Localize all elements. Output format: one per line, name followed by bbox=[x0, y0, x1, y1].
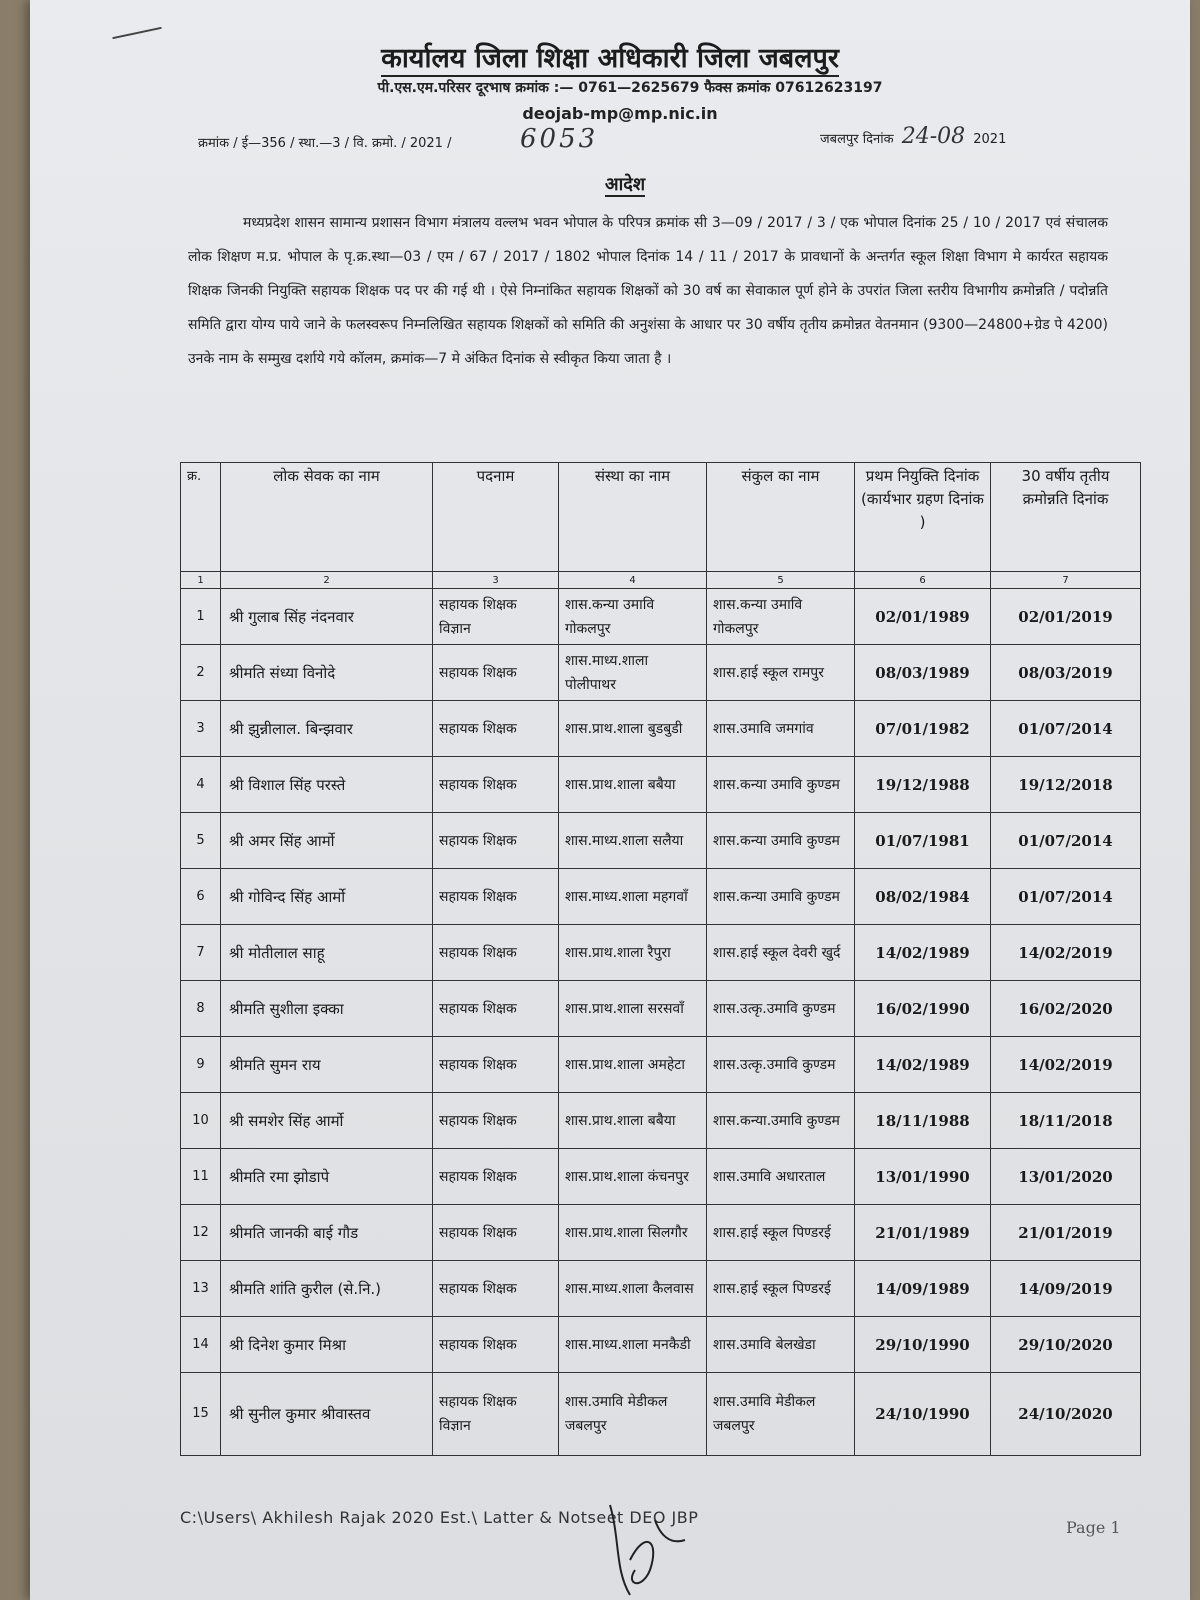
row-institution: शास.माध्य.शाला कैलवास bbox=[559, 1261, 707, 1317]
row-employee-name: श्री गोविन्द सिंह आर्मो bbox=[221, 869, 433, 925]
row-serial: 9 bbox=[181, 1037, 221, 1093]
date-handwritten: 24-08 bbox=[901, 124, 966, 149]
table-row bbox=[181, 589, 1141, 645]
row-serial: 2 bbox=[181, 645, 221, 701]
table-row bbox=[181, 1261, 1141, 1317]
col-number: 3 bbox=[433, 572, 559, 589]
file-path-footer: C:\Users\ Akhilesh Rajak 2020 Est.\ Latter & Notseet DEO JBP bbox=[180, 1508, 699, 1527]
row-post: सहायक शिक्षक bbox=[433, 813, 559, 869]
col-number: 4 bbox=[559, 572, 707, 589]
row-promotion-date: 16/02/2020 bbox=[991, 981, 1141, 1037]
row-promotion-date: 19/12/2018 bbox=[991, 757, 1141, 813]
date-line bbox=[820, 124, 1006, 149]
col-number: 5 bbox=[707, 572, 855, 589]
row-employee-name: श्रीमति सुमन राय bbox=[221, 1037, 433, 1093]
row-employee-name: श्रीमति रमा झोडापे bbox=[221, 1149, 433, 1205]
row-serial: 15 bbox=[181, 1373, 221, 1456]
row-first-appointment-date: 24/10/1990 bbox=[855, 1373, 991, 1456]
row-serial: 4 bbox=[181, 757, 221, 813]
row-institution: शास.उमावि मेडीकल जबलपुर bbox=[559, 1373, 707, 1456]
row-serial: 13 bbox=[181, 1261, 221, 1317]
office-title: कार्यालय जिला शिक्षा अधिकारी जिला जबलपुर bbox=[30, 38, 1190, 75]
row-promotion-date: 24/10/2020 bbox=[991, 1373, 1141, 1456]
table-header-row bbox=[181, 463, 1141, 572]
row-promotion-date: 13/01/2020 bbox=[991, 1149, 1141, 1205]
row-first-appointment-date: 21/01/1989 bbox=[855, 1205, 991, 1261]
row-institution: शास.प्राथ.शाला अमहेटा bbox=[559, 1037, 707, 1093]
row-promotion-date: 14/02/2019 bbox=[991, 1037, 1141, 1093]
row-post: सहायक शिक्षक bbox=[433, 757, 559, 813]
col-number: 2 bbox=[221, 572, 433, 589]
row-employee-name: श्री मोतीलाल साहू bbox=[221, 925, 433, 981]
row-institution: शास.माध्य.शाला पोलीपाथर bbox=[559, 645, 707, 701]
row-first-appointment-date: 16/02/1990 bbox=[855, 981, 991, 1037]
row-promotion-date: 01/07/2014 bbox=[991, 701, 1141, 757]
row-serial: 6 bbox=[181, 869, 221, 925]
row-institution: शास.माध्य.शाला महगवाँ bbox=[559, 869, 707, 925]
row-employee-name: श्री समशेर सिंह आर्मो bbox=[221, 1093, 433, 1149]
row-post: सहायक शिक्षक bbox=[433, 1149, 559, 1205]
reference-number-handwritten: 6053 bbox=[520, 124, 599, 154]
row-cluster: शास.कन्या.उमावि कुण्डम bbox=[707, 1093, 855, 1149]
row-first-appointment-date: 19/12/1988 bbox=[855, 757, 991, 813]
row-post: सहायक शिक्षक bbox=[433, 645, 559, 701]
row-institution: शास.प्राथ.शाला रैपुरा bbox=[559, 925, 707, 981]
table-row bbox=[181, 645, 1141, 701]
row-cluster: शास.उमावि अधारताल bbox=[707, 1149, 855, 1205]
row-cluster: शास.हाई स्कूल रामपुर bbox=[707, 645, 855, 701]
row-serial: 12 bbox=[181, 1205, 221, 1261]
row-post: सहायक शिक्षक bbox=[433, 701, 559, 757]
row-post: सहायक शिक्षक bbox=[433, 981, 559, 1037]
row-first-appointment-date: 29/10/1990 bbox=[855, 1317, 991, 1373]
col-header-first-appointment: प्रथम नियुक्ति दिनांक (कार्यभार ग्रहण दिनांक ) bbox=[855, 463, 991, 572]
row-employee-name: श्रीमति शांति कुरील (से.नि.) bbox=[221, 1261, 433, 1317]
row-first-appointment-date: 18/11/1988 bbox=[855, 1093, 991, 1149]
row-institution: शास.प्राथ.शाला सिलगौर bbox=[559, 1205, 707, 1261]
date-year: 2021 bbox=[973, 132, 1007, 147]
order-heading: आदेश bbox=[604, 174, 646, 195]
table-row bbox=[181, 757, 1141, 813]
body-paragraph: मध्यप्रदेश शासन सामान्य प्रशासन विभाग मंत्रालय वल्लभ भवन भोपाल के परिपत्र क्रमांक सी 3—09 / 2017 / 3 / एक भोपाल दिनांक 25 / 10 / 2017 एवं संचालक लोक शिक्षण म.प्र. भोपाल के पृ.क्र.स्था—03 / एम / 67 / 2017 / 1802 भोपाल दिनांक 14 / 11 / 2017 के प्रावधानों के अन्तर्गत स्कूल शिक्षा विभाग मे कार्यरत सहायक शिक्षक जिनकी नियुक्ति सहायक शिक्षक पद पर की गई थी । ऐसे निम्नांकित सहायक शिक्षकों को 30 वर्ष का सेवाकाल पूर्ण होने के उपरांत जिला स्तरीय विभागीय क्रमोन्नति / पदोन्नति समिति द्वारा योग्य पाये जाने के फलस्वरूप निम्नलिखित सहायक शिक्षकों को समिति की अनुशंसा के आधार पर 30 वर्षीय तृतीय क्रमोन्नत वेतनमान (9300—24800+ग्रेड पे 4200) उनके नाम के सम्मुख दर्शाये गये कॉलम, क्रमांक—7 मे अंकित दिनांक से स्वीकृत किया जाता है । bbox=[188, 215, 1108, 367]
row-institution: शास.प्राथ.शाला सरसवाँ bbox=[559, 981, 707, 1037]
row-post: सहायक शिक्षक bbox=[433, 1261, 559, 1317]
table-row bbox=[181, 1149, 1141, 1205]
row-serial: 14 bbox=[181, 1317, 221, 1373]
row-employee-name: श्री झुन्नीलाल. बिन्झवार bbox=[221, 701, 433, 757]
row-first-appointment-date: 14/02/1989 bbox=[855, 1037, 991, 1093]
row-first-appointment-date: 14/02/1989 bbox=[855, 925, 991, 981]
teachers-table bbox=[180, 462, 1141, 1456]
signature-mark bbox=[600, 1500, 690, 1600]
row-serial: 7 bbox=[181, 925, 221, 981]
table-row bbox=[181, 701, 1141, 757]
column-number-row bbox=[181, 572, 1141, 589]
row-serial: 8 bbox=[181, 981, 221, 1037]
table-row bbox=[181, 981, 1141, 1037]
row-promotion-date: 14/09/2019 bbox=[991, 1261, 1141, 1317]
row-serial: 11 bbox=[181, 1149, 221, 1205]
col-header-cluster: संकुल का नाम bbox=[707, 463, 855, 572]
row-first-appointment-date: 08/03/1989 bbox=[855, 645, 991, 701]
document-page bbox=[30, 0, 1190, 1600]
col-header-sn: क्र. bbox=[181, 463, 221, 572]
row-post: सहायक शिक्षक bbox=[433, 1037, 559, 1093]
row-employee-name: श्री दिनेश कुमार मिश्रा bbox=[221, 1317, 433, 1373]
row-serial: 1 bbox=[181, 589, 221, 645]
col-number: 7 bbox=[991, 572, 1141, 589]
row-cluster: शास.हाई स्कूल पिण्डरई bbox=[707, 1205, 855, 1261]
row-promotion-date: 21/01/2019 bbox=[991, 1205, 1141, 1261]
row-institution: शास.प्राथ.शाला कंचनपुर bbox=[559, 1149, 707, 1205]
row-institution: शास.माध्य.शाला मनकैडी bbox=[559, 1317, 707, 1373]
table-row bbox=[181, 869, 1141, 925]
col-header-post: पदनाम bbox=[433, 463, 559, 572]
row-cluster: शास.कन्या उमावि कुण्डम bbox=[707, 813, 855, 869]
col-number: 1 bbox=[181, 572, 221, 589]
row-cluster: शास.उमावि जमगांव bbox=[707, 701, 855, 757]
row-promotion-date: 18/11/2018 bbox=[991, 1093, 1141, 1149]
reference-line: क्रमांक / ई—356 / स्था.—3 / वि. क्रमो. / 2021 / bbox=[198, 136, 452, 151]
row-post: सहायक शिक्षक bbox=[433, 925, 559, 981]
row-promotion-date: 29/10/2020 bbox=[991, 1317, 1141, 1373]
row-serial: 5 bbox=[181, 813, 221, 869]
row-post: सहायक शिक्षक bbox=[433, 1205, 559, 1261]
table-row bbox=[181, 1373, 1141, 1456]
table-row bbox=[181, 1205, 1141, 1261]
row-employee-name: श्रीमति संध्या विनोदे bbox=[221, 645, 433, 701]
row-first-appointment-date: 13/01/1990 bbox=[855, 1149, 991, 1205]
row-institution: शास.माध्य.शाला सलैया bbox=[559, 813, 707, 869]
row-post: सहायक शिक्षक विज्ञान bbox=[433, 589, 559, 645]
row-employee-name: श्री विशाल सिंह परस्ते bbox=[221, 757, 433, 813]
row-first-appointment-date: 14/09/1989 bbox=[855, 1261, 991, 1317]
row-first-appointment-date: 08/02/1984 bbox=[855, 869, 991, 925]
row-post: सहायक शिक्षक bbox=[433, 1317, 559, 1373]
row-first-appointment-date: 07/01/1982 bbox=[855, 701, 991, 757]
col-header-institution: संस्था का नाम bbox=[559, 463, 707, 572]
row-institution: शास.कन्या उमावि गोकलपुर bbox=[559, 589, 707, 645]
row-cluster: शास.कन्या उमावि गोकलपुर bbox=[707, 589, 855, 645]
col-header-promotion-date: 30 वर्षीय तृतीय क्रमोन्नति दिनांक bbox=[991, 463, 1141, 572]
table-row bbox=[181, 1317, 1141, 1373]
row-institution: शास.प्राथ.शाला बबैया bbox=[559, 1093, 707, 1149]
email-address: deojab-mp@mp.nic.in bbox=[522, 104, 718, 123]
row-cluster: शास.उमावि बेलखेडा bbox=[707, 1317, 855, 1373]
row-employee-name: श्रीमति सुशीला इक्का bbox=[221, 981, 433, 1037]
row-employee-name: श्रीमति जानकी बाई गौड bbox=[221, 1205, 433, 1261]
row-cluster: शास.हाई स्कूल देवरी खुर्द bbox=[707, 925, 855, 981]
row-promotion-date: 08/03/2019 bbox=[991, 645, 1141, 701]
row-cluster: शास.हाई स्कूल पिण्डरई bbox=[707, 1261, 855, 1317]
row-cluster: शास.कन्या उमावि कुण्डम bbox=[707, 869, 855, 925]
row-institution: शास.प्राथ.शाला बुडबुडी bbox=[559, 701, 707, 757]
row-post: सहायक शिक्षक bbox=[433, 869, 559, 925]
col-number: 6 bbox=[855, 572, 991, 589]
row-post: सहायक शिक्षक विज्ञान bbox=[433, 1373, 559, 1456]
row-post: सहायक शिक्षक bbox=[433, 1093, 559, 1149]
page-number: Page 1 bbox=[1066, 1518, 1121, 1537]
row-cluster: शास.कन्या उमावि कुण्डम bbox=[707, 757, 855, 813]
table-row bbox=[181, 925, 1141, 981]
row-cluster: शास.उत्कृ.उमावि कुण्डम bbox=[707, 981, 855, 1037]
row-first-appointment-date: 02/01/1989 bbox=[855, 589, 991, 645]
contact-line: पी.एस.एम.परिसर दूरभाष क्रमांक :— 0761—2625679 फैक्स क्रमांक 07612623197 bbox=[377, 80, 883, 96]
row-promotion-date: 01/07/2014 bbox=[991, 813, 1141, 869]
col-header-name: लोक सेवक का नाम bbox=[221, 463, 433, 572]
row-cluster: शास.उमावि मेडीकल जबलपुर bbox=[707, 1373, 855, 1456]
date-prefix: जबलपुर दिनांक bbox=[820, 132, 894, 147]
row-promotion-date: 01/07/2014 bbox=[991, 869, 1141, 925]
row-promotion-date: 02/01/2019 bbox=[991, 589, 1141, 645]
table-row bbox=[181, 813, 1141, 869]
row-employee-name: श्री सुनील कुमार श्रीवास्तव bbox=[221, 1373, 433, 1456]
table-body bbox=[181, 589, 1141, 1456]
row-promotion-date: 14/02/2019 bbox=[991, 925, 1141, 981]
row-employee-name: श्री अमर सिंह आर्मो bbox=[221, 813, 433, 869]
table-row bbox=[181, 1037, 1141, 1093]
row-first-appointment-date: 01/07/1981 bbox=[855, 813, 991, 869]
table-row bbox=[181, 1093, 1141, 1149]
row-institution: शास.प्राथ.शाला बबैया bbox=[559, 757, 707, 813]
row-cluster: शास.उत्कृ.उमावि कुण्डम bbox=[707, 1037, 855, 1093]
row-employee-name: श्री गुलाब सिंह नंदनवार bbox=[221, 589, 433, 645]
row-serial: 3 bbox=[181, 701, 221, 757]
row-serial: 10 bbox=[181, 1093, 221, 1149]
